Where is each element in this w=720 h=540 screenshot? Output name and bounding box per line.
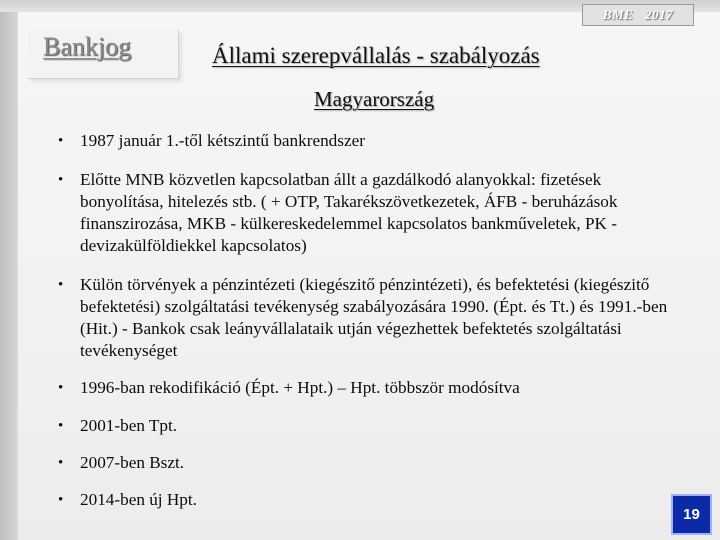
bullet-icon: •: [58, 277, 64, 293]
bullet-item: [58, 169, 678, 257]
bullet-item: [58, 489, 678, 511]
bullet-icon: •: [58, 455, 64, 471]
bullet-icon: •: [58, 418, 64, 434]
bullet-text: 2001-ben Tpt.: [80, 416, 178, 435]
bullet-icon: •: [58, 172, 64, 188]
bullet-text: Külön törvények a pénzintézeti (kiegészitő pénzintézeti), és befektetési (kiegészitő befektetési) szolgáltatási tevékenység szabályozására 1990. (Épt. és Tt.) és 1991.-ben (Hit.) - Bankok csak leányvállalataik utján végezhettek befektetés szolgáltatási tevékenységet: [80, 275, 668, 360]
bullet-icon: •: [58, 492, 64, 508]
bullet-item: [58, 415, 678, 437]
bullet-icon: •: [58, 380, 64, 396]
bullet-icon: •: [58, 133, 64, 149]
bullet-item: [58, 452, 678, 474]
slide-title: Állami szerepvállalás - szabályozás: [212, 43, 540, 68]
slide-subtitle: Magyarország: [314, 87, 435, 111]
frame-left-border: [0, 0, 18, 540]
bullet-text: 1987 január 1.-től kétszintű bankrendszer: [80, 131, 365, 150]
topic-label: Bankjog: [43, 32, 132, 61]
page-number-badge: 19: [671, 494, 712, 535]
bullet-text: 2007-ben Bszt.: [80, 453, 185, 472]
bullet-item: [58, 377, 678, 399]
bullet-item: [58, 130, 678, 152]
bullet-text: Előtte MNB közvetlen kapcsolatban állt a gazdálkodó alanyokkal: fizetések bonyolítása, hitelezés stb. ( + OTP, Takarékszövetkezetek, ÁFB - beruházások finanszirozása, MKB - külkereskedelemmel kapcsolatos bankműveletek, PK - devizakülföldiekkel kapcsolatos): [80, 170, 618, 255]
bullet-list: [58, 130, 678, 511]
bullet-text: 1996-ban rekodifikáció (Épt. + Hpt.) – Hpt. többször modósítva: [80, 378, 520, 397]
institution-badge: BME 2017: [582, 4, 694, 26]
bullet-text: 2014-ben új Hpt.: [80, 490, 197, 509]
bullet-item: [58, 274, 678, 362]
